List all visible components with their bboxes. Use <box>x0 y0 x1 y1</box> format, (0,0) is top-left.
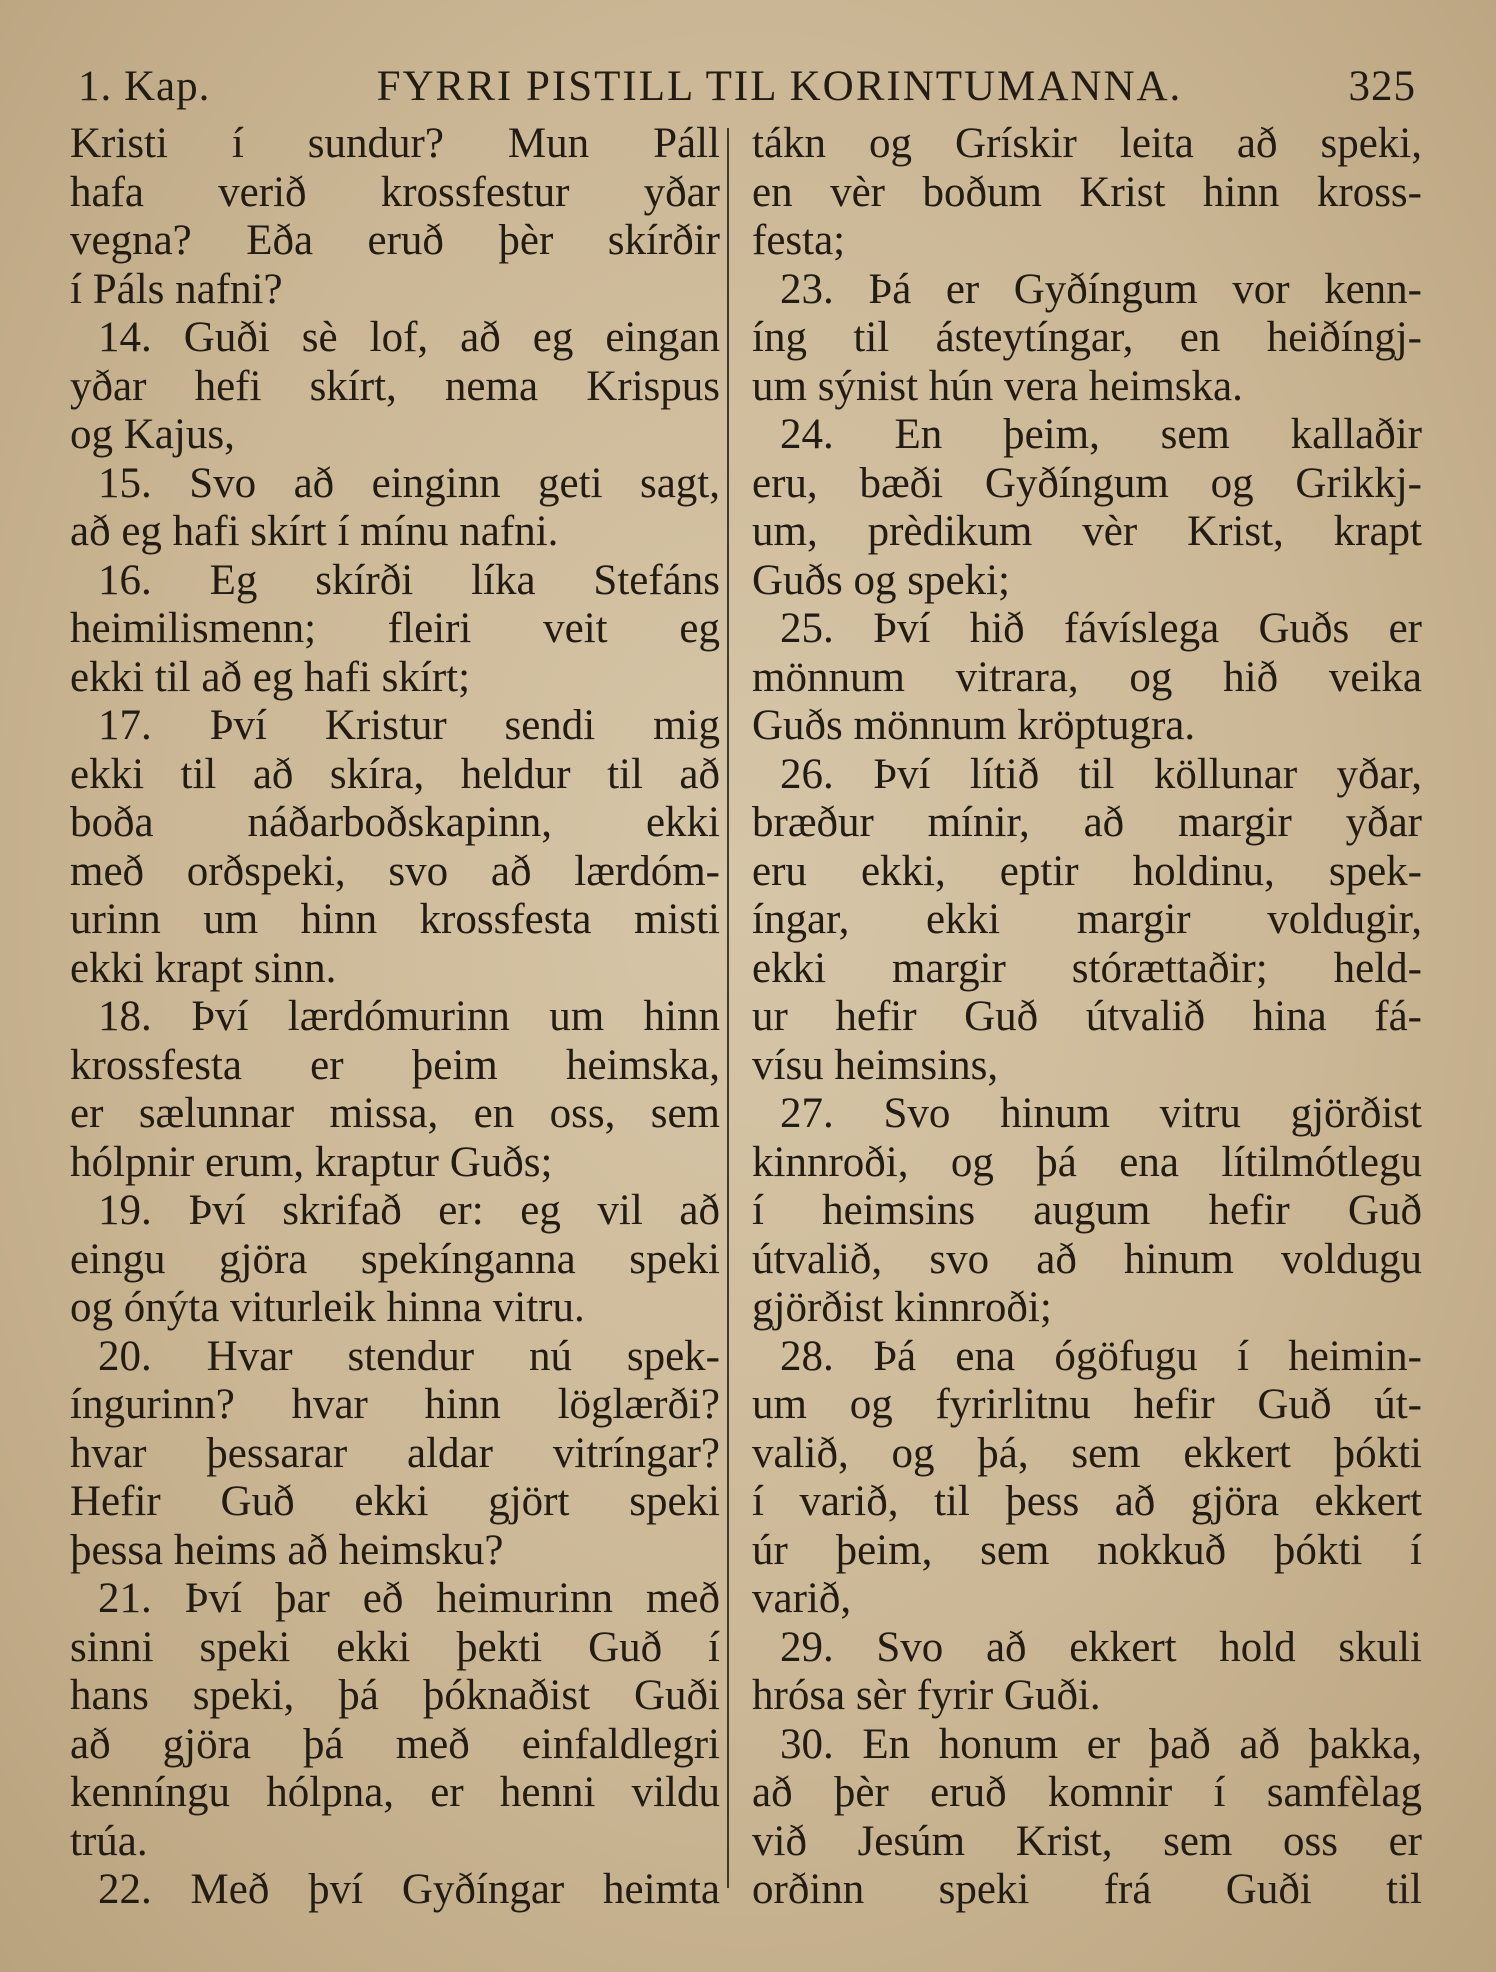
text-line: valið, og þá, sem ekkert þókti <box>752 1429 1422 1477</box>
text-line: ekki til að skíra, heldur til að <box>70 750 720 798</box>
text-line: heimilismenn; fleiri veit eg <box>70 605 720 652</box>
text-line: í Páls nafni? <box>70 265 283 313</box>
text-line: 17. Því Kristur sendi mig <box>98 702 720 749</box>
text-line: hólpnir erum, kraptur Guðs; <box>70 1138 553 1186</box>
text-line: þessa heims að heimsku? <box>70 1526 504 1574</box>
text-line: Kristi í sundur? Mun Páll <box>70 120 720 167</box>
text-line: Hefir Guð ekki gjört speki <box>70 1478 720 1525</box>
text-line: eru, bæði Gyðíngum og Grikkj- <box>752 459 1422 507</box>
text-line: kinnroði, og þá ena lítilmótlegu <box>752 1138 1422 1186</box>
text-line: vegna? Eða eruð þèr skírðir <box>70 217 720 264</box>
text-line: og ónýta viturleik hinna vitru. <box>70 1284 585 1331</box>
text-line: Guðs og speki; <box>752 556 1010 604</box>
text-line: með orðspeki, svo að lærdóm- <box>70 847 720 895</box>
text-line: 18. Því lærdómurinn um hinn <box>98 993 720 1040</box>
text-line: tákn og Grískir leita að speki, <box>752 120 1422 167</box>
text-line: eru ekki, eptir holdinu, spek- <box>752 847 1422 895</box>
text-line: og Kajus, <box>70 411 235 458</box>
text-line: er sælunnar missa, en oss, sem <box>70 1090 720 1137</box>
text-line: krossfesta er þeim heimska, <box>70 1041 720 1089</box>
text-line: að þèr eruð komnir í samfèlag <box>752 1769 1422 1816</box>
text-line: urinn um hinn krossfesta misti <box>70 896 720 943</box>
text-line: hvar þessarar aldar vitríngar? <box>70 1429 720 1477</box>
text-line: 28. Þá ena ógöfugu í heimin- <box>780 1332 1422 1380</box>
text-line: hrósa sèr fyrir Guði. <box>752 1672 1101 1719</box>
text-line: trúa. <box>70 1817 148 1865</box>
text-line: útvalið, svo að hinum voldugu <box>752 1235 1422 1283</box>
text-line: hans speki, þá þóknaðist Guði <box>70 1672 720 1719</box>
text-line: úr þeim, sem nokkuð þókti í <box>752 1526 1422 1574</box>
text-line: um sýnist hún vera heimska. <box>752 362 1243 410</box>
text-line: íng til ásteytíngar, en heiðíngj- <box>752 314 1422 361</box>
page-number: 325 <box>1348 63 1416 110</box>
left-text-column <box>70 120 720 1915</box>
text-line: 27. Svo hinum vitru gjörðist <box>780 1090 1422 1137</box>
text-line: mönnum vitrara, og hið veika <box>752 653 1422 701</box>
text-line: 29. Svo að ekkert hold skuli <box>780 1623 1422 1671</box>
right-text-column <box>752 120 1422 1915</box>
text-line: kenníngu hólpna, er henni vildu <box>70 1769 720 1816</box>
text-line: 20. Hvar stendur nú spek- <box>98 1332 720 1380</box>
text-line: gjörðist kinnroði; <box>752 1284 1052 1331</box>
text-line: ur hefir Guð útvalið hina fá- <box>752 993 1422 1040</box>
chapter-label: 1. Kap. <box>78 63 211 110</box>
text-line: vísu heimsins, <box>752 1041 999 1089</box>
text-line: 30. En honum er það að þakka, <box>780 1720 1422 1768</box>
text-line: íngar, ekki margir voldugir, <box>752 896 1422 943</box>
text-line: 23. Þá er Gyðíngum vor kenn- <box>780 265 1422 313</box>
text-line: íngurinn? hvar hinn löglærði? <box>70 1381 720 1428</box>
column-divider <box>727 128 729 1888</box>
text-line: að gjöra þá með einfaldlegri <box>70 1720 720 1768</box>
text-line: að eg hafi skírt í mínu nafni. <box>70 508 559 555</box>
text-line: 25. Því hið fávíslega Guðs er <box>780 605 1422 652</box>
text-line: hafa verið krossfestur yðar <box>70 168 720 216</box>
text-line: 14. Guði sè lof, að eg eingan <box>98 314 720 361</box>
text-line: 24. En þeim, sem kallaðir <box>780 411 1422 458</box>
text-line: Guðs mönnum kröptugra. <box>752 702 1196 749</box>
text-line: sinni speki ekki þekti Guð í <box>70 1623 720 1671</box>
text-line: um og fyrirlitnu hefir Guð út- <box>752 1381 1422 1428</box>
text-line: 16. Eg skírði líka Stefáns <box>98 556 720 604</box>
text-line: 26. Því lítið til köllunar yðar, <box>780 750 1422 798</box>
text-line: ekki krapt sinn. <box>70 944 337 992</box>
text-line: boða náðarboðskapinn, ekki <box>70 799 720 846</box>
text-line: varið, <box>752 1575 852 1622</box>
text-line: orðinn speki frá Guði til <box>752 1866 1422 1913</box>
text-line: bræður mínir, að margir yðar <box>752 799 1422 846</box>
text-line: yðar hefi skírt, nema Krispus <box>70 362 720 410</box>
text-line: en vèr boðum Krist hinn kross- <box>752 168 1422 216</box>
text-line: 15. Svo að einginn geti sagt, <box>98 459 720 507</box>
page-title: FYRRI PISTILL TIL KORINTUMANNA. <box>376 63 1183 110</box>
text-line: ekki margir stórættaðir; held- <box>752 944 1422 992</box>
running-head <box>78 62 1416 118</box>
text-line: festa; <box>752 217 846 264</box>
text-line: í varið, til þess að gjöra ekkert <box>752 1478 1422 1525</box>
text-line: 19. Því skrifað er: eg vil að <box>98 1187 720 1234</box>
text-line: 22. Með því Gyðíngar heimta <box>98 1866 720 1913</box>
text-line: eingu gjöra spekínganna speki <box>70 1235 720 1283</box>
text-line: 21. Því þar eð heimurinn með <box>98 1575 720 1622</box>
text-line: við Jesúm Krist, sem oss er <box>752 1817 1422 1865</box>
text-line: um, prèdikum vèr Krist, krapt <box>752 508 1422 555</box>
text-line: ekki til að eg hafi skírt; <box>70 653 471 701</box>
text-line: í heimsins augum hefir Guð <box>752 1187 1422 1234</box>
